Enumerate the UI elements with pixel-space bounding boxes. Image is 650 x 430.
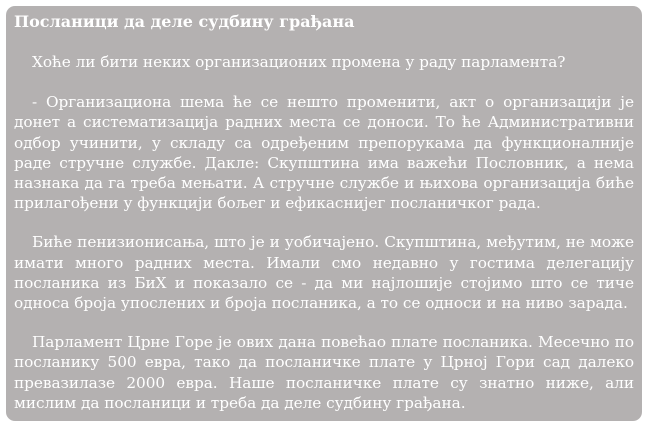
answer-paragraph-2: Биће пенизионисања, што је и уобичајено. Скупштина, међутим, не може имати много радних места. Имали смо недавно у гостима делегацију посланика из БиХ и показало се - да ми најлошије стојимо што се тиче односа броја упослених и броја посланика, а то се односи и на ниво зарада. xyxy=(14,233,634,313)
answer-paragraph-3: Парламент Црне Горе је ових дана повећао плате посланика. Месечно по посланику 500 евра, тако да посланичке плате у Црној Гори сад далеко превазилазе 2000 евра. Наше посланичке плате су знатно ниже, али мислим да посланици и треба да деле судбину грађана. xyxy=(14,333,634,412)
article-title: Посланици да деле судбину грађана xyxy=(14,12,355,31)
interview-question: Хоће ли бити неких организационих промена у раду парламента? xyxy=(32,53,566,71)
answer-paragraph-1: - Организациона шема ће се нешто променити, акт о организацији је донет а систематизација радних места се доноси. То ће Административни одбор учинити, у складу са одређеним препорукама да функционалније раде стручне службе. Дакле: Скупштина има важећи Пословник, а нема назнака да га треба мењати. А стручне службе и њихова организација биће прилагођени у функцији бољег и ефикаснијег посланичког рада. xyxy=(14,93,634,213)
article-card xyxy=(6,6,642,421)
